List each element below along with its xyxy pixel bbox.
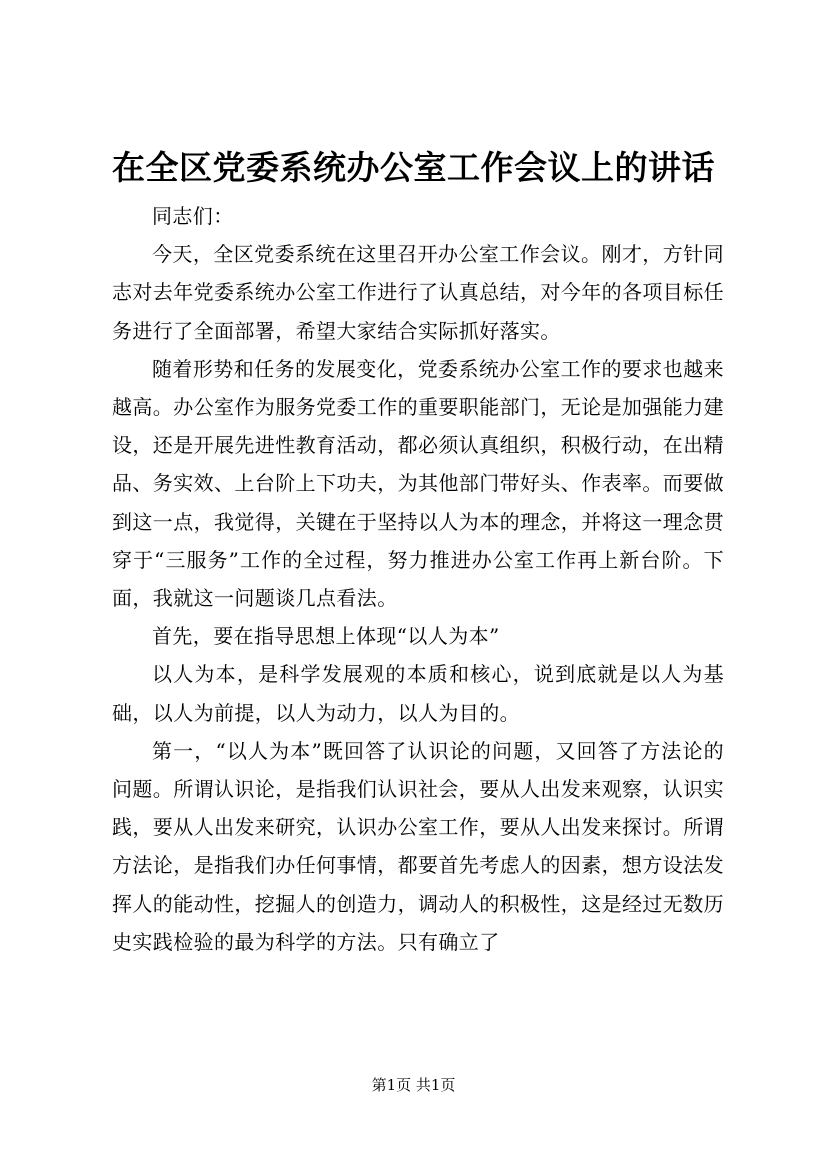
paragraph: 第一，“以人为本”既回答了认识论的问题，又回答了方法论的问题。所谓认识论，是指我们认识社会，要从人出发来观察，认识实践，要从人出发来研究，认识办公室工作，要从人出发来探讨。所谓方法论，是指我们办任何事情，都要首先考虑人的因素，想方设法发挥人的能动性，挖掘人的创造力，调动人的积极性，这是经过无数历史实践检验的最为科学的方法。只有确立了 xyxy=(112,738,724,954)
document-body xyxy=(112,197,724,961)
paragraph: 以人为本，是科学发展观的本质和核心，说到底就是以人为基础，以人为前提，以人为动力，以人为目的。 xyxy=(112,662,724,725)
paragraph: 随着形势和任务的发展变化，党委系统办公室工作的要求也越来越高。办公室作为服务党委工作的重要职能部门，无论是加强能力建设，还是开展先进性教育活动，都必须认真组织，积极行动，在出精品、务实效、上台阶上下功夫，为其他部门带好头、作表率。而要做到这一点，我觉得，关键在于坚持以人为本的理念，并将这一理念贯穿于“三服务”工作的全过程，努力推进办公室工作再上新台阶。下面，我就这一问题谈几点看法。 xyxy=(112,356,724,611)
section-heading: 首先，要在指导思想上体现“以人为本” xyxy=(152,624,500,649)
paragraph: 今天，全区党委系统在这里召开办公室工作会议。刚才，方针同志对去年党委系统办公室工作进行了认真总结，对今年的各项目标任务进行了全面部署，希望大家结合实际抓好落实。 xyxy=(112,242,724,343)
page-footer: 第1页 共1页 xyxy=(371,1076,456,1094)
salutation: 同志们： xyxy=(152,204,234,228)
document-title: 在全区党委系统办公室工作会议上的讲话 xyxy=(112,148,715,187)
